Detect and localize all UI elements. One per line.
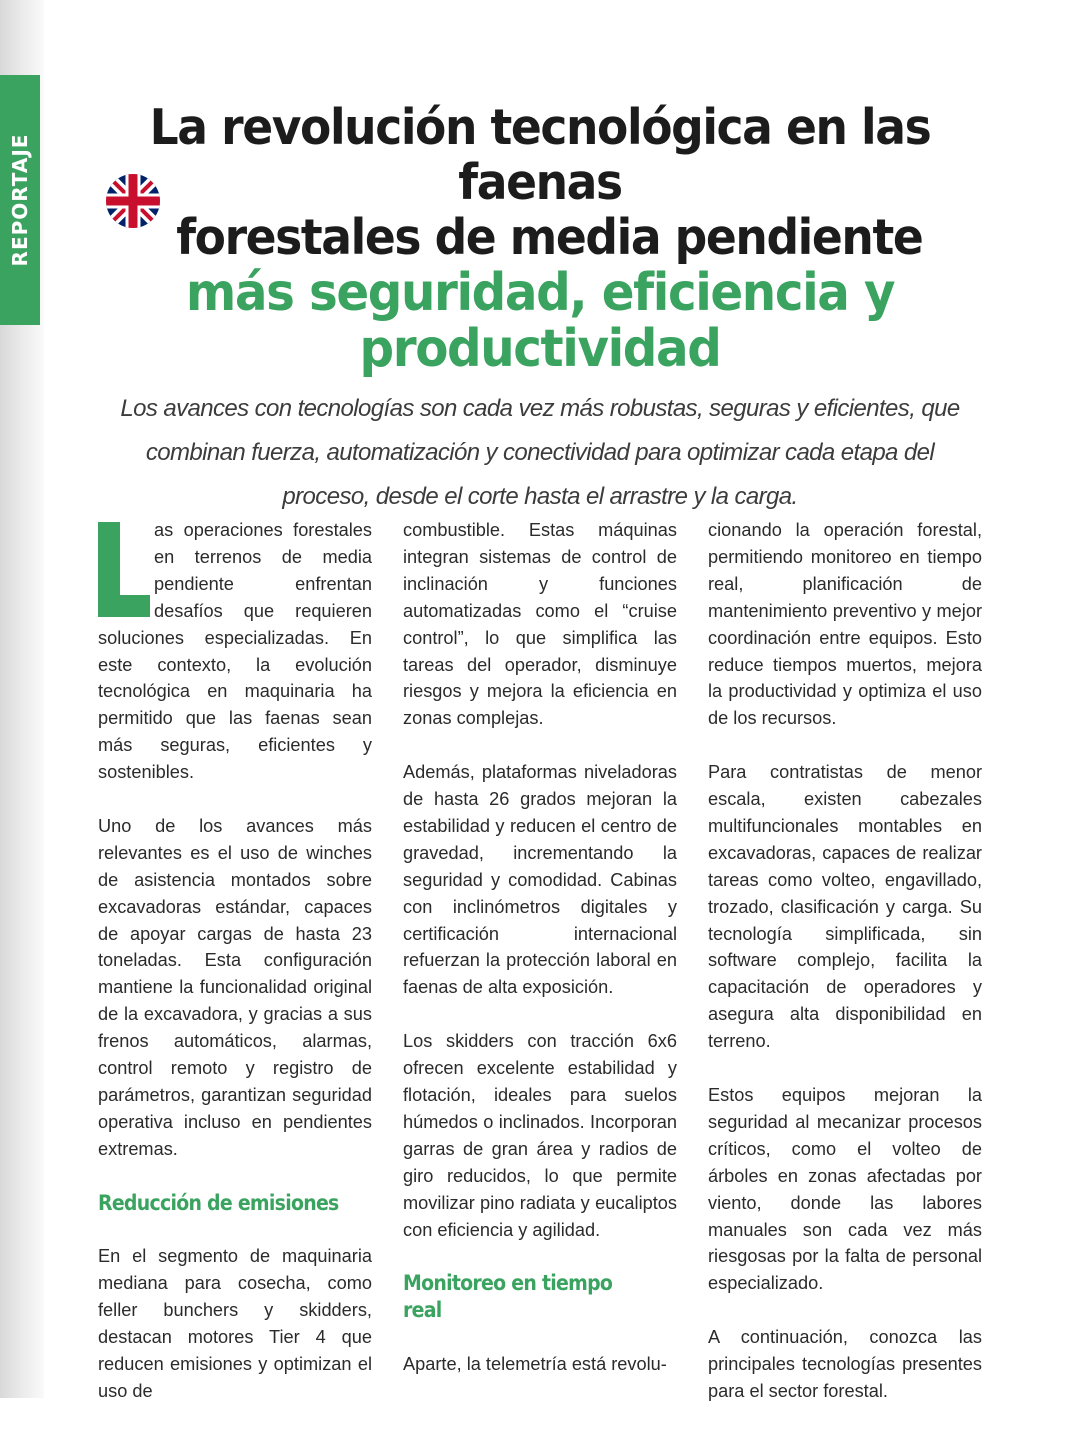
paragraph: cionando la operación forestal, permitiendo monitoreo en tiempo real, planificación de mantenimiento preventivo y mejor coordinación entre equipos. Esto reduce tiempos muertos, mejora la productividad y optimiza el uso de los recursos. [708,520,982,729]
section-tab [0,75,40,325]
paragraph: Los skidders con tracción 6x6 ofrecen excelente estabilidad y flotación, ideales para suelos húmedos o inclinados. Incorporan garras de gran área y radios de giro reducidos, lo que permite movilizar pino radiata y eucaliptos con eficiencia y agilidad. [403,1031,677,1240]
article-column-2 [403,517,677,1405]
subtitle-line-1: más seguridad, eficiencia y [185,263,895,323]
article-column-3 [708,517,982,1432]
paragraph: Además, plataformas niveladoras de hasta 26 grados mejoran la estabilidad y reducen el centro de gravedad, incrementando la seguridad y comodidad. Cabinas con inclinómetros digitales y certificación internacional refuerzan la protección laboral en faenas de alta exposición. [403,762,677,998]
section-heading-monitoring: Monitoreo en tiempo real [403,1271,613,1323]
subtitle-line-2: productividad [359,319,721,379]
paragraph-text: as operaciones forestales en terrenos de media pendiente enfrentan desafíos que requieren soluciones especializadas. En este contexto, la evolución tecnológica en maquinaria ha permitido que las faenas sean más seguras, eficientes y sostenibles. [98,520,372,783]
page-subtitle [94,265,987,377]
section-heading-emissions: Reducción de emisiones [98,1190,339,1215]
page-title [94,100,987,265]
paragraph: combustible. Estas máquinas integran sistemas de control de inclinación y funciones automatizadas como el “cruise control”, lo que simplifica las tareas del operador, disminuye riesgos y mejora la eficiencia en zonas complejas. [403,520,677,729]
section-label: REPORTAJE [8,133,32,267]
title-line-2: forestales de media pendiente [176,209,923,266]
headline-block [60,100,1020,377]
paragraph: Aparte, la telemetría está revolu- [403,1354,667,1375]
paragraph: A continuación, conozca las principales tecnologías presentes para el sector forestal. [708,1327,982,1401]
paragraph: Estos equipos mejoran la seguridad al mecanizar procesos críticos, como el volteo de árboles en zonas afectadas por viento, donde las labores manuales son cada vez más riesgosas por la falta de personal especializado. [708,1085,982,1294]
paragraph: Uno de los avances más relevantes es el uso de winches de asistencia montados sobre excavadoras estándar, capaces de apoyar cargas de hasta 23 toneladas. Esta configuración mantiene la funcionalidad original de la excavadora, y gracias a sus frenos automáticos, alarmas, control remoto y registro de parámetros, garantizan seguridad operativa incluso en pendientes extremas. [98,815,372,1159]
drop-cap [98,522,150,617]
title-line-1: La revolución tecnológica en las faenas [149,99,931,211]
paragraph: En el segmento de maquinaria mediana para cosecha, como feller bunchers y skidders, destacan motores Tier 4 que reducen emisiones y optimizan el uso de [98,1246,372,1401]
paragraph [98,517,372,786]
lead-paragraph: Los avances con tecnologías son cada vez más robustas, seguras y eficientes, que combinan fuerza, automatización y conectividad para optimizar cada etapa del proceso, desde el corte hasta el arrastre y la carga. [120,395,960,510]
paragraph: Para contratistas de menor escala, existen cabezales multifuncionales montables en excavadoras, capaces de realizar tareas como volteo, engavillado, trozado, clasificación y carga. Su tecnología simplificada, sin software complejo, facilita la capacitación de operadores y asegura alta disponibilidad en terreno. [708,762,982,1052]
article-column-1 [98,517,372,1432]
